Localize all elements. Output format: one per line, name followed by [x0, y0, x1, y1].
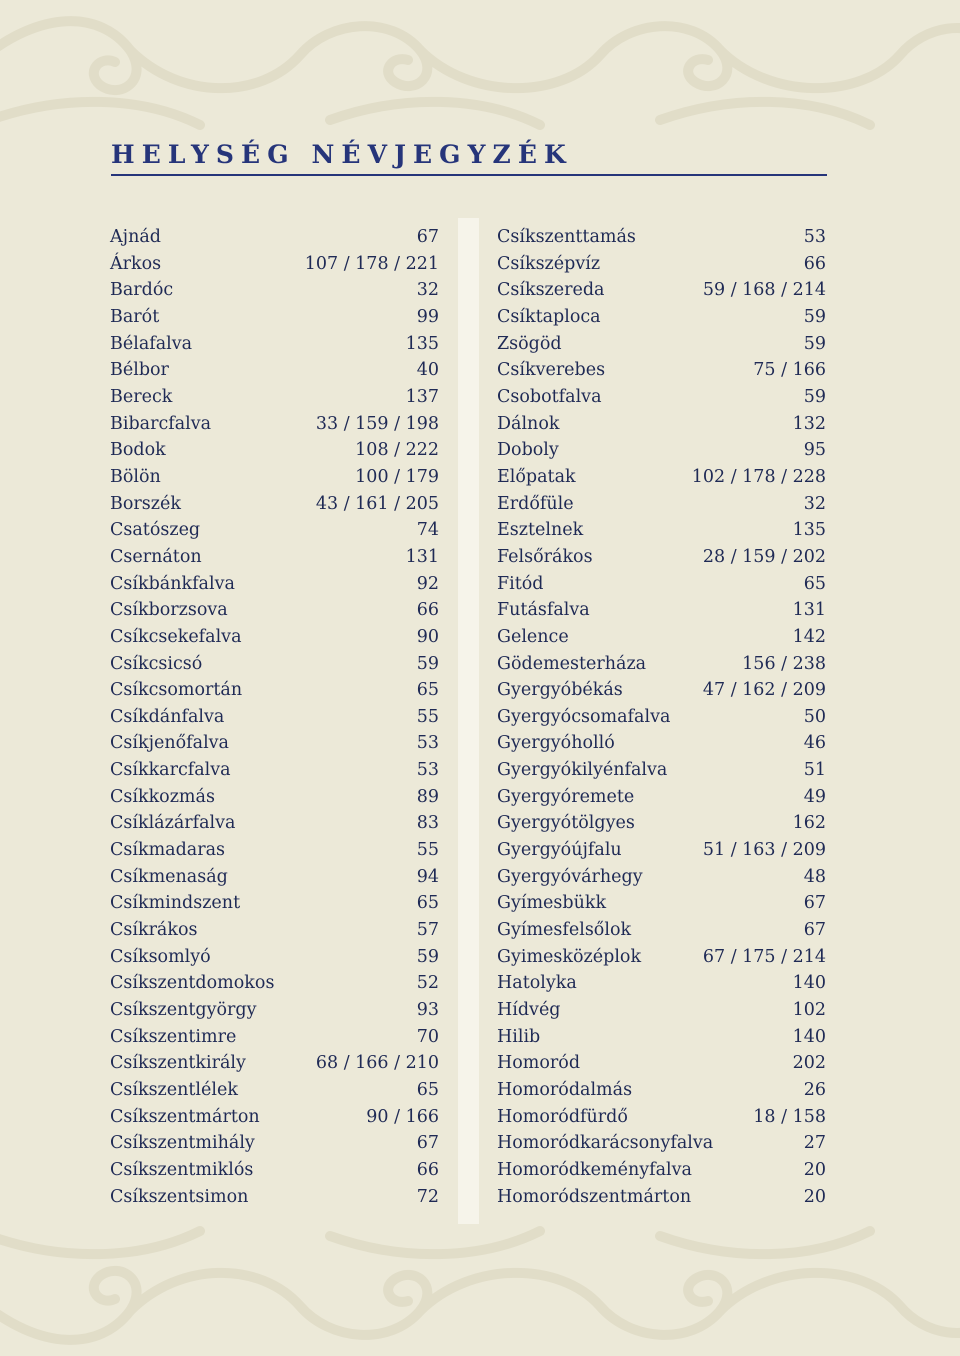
page-references: 83: [416, 813, 439, 834]
place-name: Doboly: [497, 440, 559, 461]
place-name: Bölön: [110, 466, 161, 487]
page-references: 59 / 168 / 214: [702, 280, 826, 301]
page-references: 132: [792, 413, 826, 434]
index-entry: [497, 517, 826, 544]
page-references: 67: [803, 920, 826, 941]
page-references: 92: [416, 573, 439, 594]
index-entry: [497, 464, 826, 491]
index-entry: [110, 357, 439, 384]
place-name: Csíkszépvíz: [497, 253, 601, 274]
place-name: Csíkverebes: [497, 360, 606, 381]
index-entry: [497, 571, 826, 598]
page-references: 59: [803, 306, 826, 327]
index-entry: [497, 251, 826, 278]
decorative-wave-border-bottom: [0, 1206, 960, 1356]
page-references: 67: [416, 1133, 439, 1154]
index-entry: [110, 597, 439, 624]
index-entry: [497, 331, 826, 358]
index-entry: [110, 1050, 439, 1077]
place-name: Homoródkeményfalva: [497, 1159, 692, 1180]
place-name: Bereck: [110, 386, 173, 407]
place-name: Gyergyótölgyes: [497, 813, 635, 834]
index-entry: [497, 704, 826, 731]
index-entry: [497, 224, 826, 251]
index-entry: [110, 944, 439, 971]
place-name: Esztelnek: [497, 520, 584, 541]
page-title: HELYSÉG NÉVJEGYZÉK: [111, 140, 573, 169]
place-name: Gyergyóbékás: [497, 680, 623, 701]
place-name: Hilib: [497, 1026, 541, 1047]
page-references: 59: [803, 333, 826, 354]
place-name: Gyergyóremete: [497, 786, 635, 807]
index-column-right: [497, 224, 826, 1210]
index-entry: [110, 251, 439, 278]
index-entry: [110, 224, 439, 251]
place-name: Bodok: [110, 440, 166, 461]
index-entry: [110, 517, 439, 544]
index-entry: [497, 944, 826, 971]
index-entry: [497, 864, 826, 891]
place-name: Csíkborzsova: [110, 600, 228, 621]
place-name: Csíksomlyó: [110, 946, 211, 967]
page-references: 135: [405, 333, 439, 354]
place-name: Csíkcsekefalva: [110, 626, 242, 647]
place-name: Hídvég: [497, 1000, 561, 1021]
place-name: Gyergyóvárhegy: [497, 866, 643, 887]
index-entry: [497, 304, 826, 331]
place-name: Futásfalva: [497, 600, 590, 621]
index-entry: [497, 544, 826, 571]
place-name: Gyergyókilyénfalva: [497, 760, 668, 781]
index-entry: [110, 864, 439, 891]
index-entry: [110, 331, 439, 358]
page-references: 140: [792, 1026, 826, 1047]
place-name: Bélbor: [110, 360, 169, 381]
index-column-left: [110, 224, 439, 1210]
index-entry: [497, 890, 826, 917]
index-entry: [110, 970, 439, 997]
place-name: Csíkszentmihály: [110, 1133, 255, 1154]
page-references: 20: [803, 1186, 826, 1207]
place-name: Csíkszentkirály: [110, 1053, 246, 1074]
index-entry: [110, 491, 439, 518]
page-references: 72: [416, 1186, 439, 1207]
index-entry: [110, 571, 439, 598]
place-name: Erdőfüle: [497, 493, 574, 514]
page-references: 53: [416, 733, 439, 754]
index-entry: [497, 784, 826, 811]
page-references: 55: [416, 840, 439, 861]
index-entry: [497, 411, 826, 438]
place-name: Gyimesközéplok: [497, 946, 642, 967]
page-references: 74: [416, 520, 439, 541]
page-references: 95: [803, 440, 826, 461]
place-name: Ajnád: [110, 227, 161, 247]
page-references: 53: [416, 760, 439, 781]
index-entry: [497, 837, 826, 864]
place-name: Csernáton: [110, 546, 202, 567]
page-references: 66: [416, 1159, 439, 1180]
index-entry: [497, 491, 826, 518]
index-entry: [497, 810, 826, 837]
page-references: 99: [416, 306, 439, 327]
place-name: Gyímesfelsőlok: [497, 920, 632, 941]
index-entry: [110, 837, 439, 864]
page-references: 43 / 161 / 205: [315, 493, 439, 514]
page-references: 162: [792, 813, 826, 834]
page-references: 94: [416, 866, 439, 887]
place-name: Csíkszentdomokos: [110, 973, 275, 994]
place-name: Gödemesterháza: [497, 653, 647, 674]
page-references: 140: [792, 973, 826, 994]
place-name: Fitód: [497, 573, 544, 594]
index-entry: [497, 677, 826, 704]
index-entry: [497, 730, 826, 757]
page-references: 137: [405, 386, 439, 407]
index-entry: [497, 1050, 826, 1077]
page-references: 131: [792, 600, 826, 621]
page-references: 135: [792, 520, 826, 541]
place-name: Hatolyka: [497, 973, 577, 994]
place-name: Gelence: [497, 626, 569, 647]
page-references: 50: [803, 706, 826, 727]
place-name: Csíkmindszent: [110, 893, 241, 914]
page-references: 51: [803, 760, 826, 781]
place-name: Csíkcsomortán: [110, 680, 243, 701]
place-name: Homoród: [497, 1053, 581, 1074]
page-references: 66: [803, 253, 826, 274]
place-name: Gyímesbükk: [497, 893, 607, 914]
place-name: Csatószeg: [110, 520, 201, 541]
index-entry: [497, 357, 826, 384]
page-references: 202: [792, 1053, 826, 1074]
index-entry: [497, 970, 826, 997]
page-references: 89: [416, 786, 439, 807]
page-references: 156 / 238: [742, 653, 826, 674]
page-references: 67 / 175 / 214: [702, 946, 826, 967]
index-entry: [110, 917, 439, 944]
page-references: 90: [416, 626, 439, 647]
place-name: Csíkszentimre: [110, 1026, 237, 1047]
place-name: Csíkcsicsó: [110, 653, 203, 674]
page-references: 65: [416, 1080, 439, 1100]
place-name: Csíkmenaság: [110, 866, 228, 887]
page-references: 70: [416, 1026, 439, 1047]
index-entry: [110, 1104, 439, 1131]
index-entry: [110, 757, 439, 784]
page-references: 57: [416, 920, 439, 941]
page-references: 26: [803, 1080, 826, 1100]
place-name: Gyergyóholló: [497, 733, 615, 754]
index-entry: [497, 757, 826, 784]
page-references: 102 / 178 / 228: [691, 466, 826, 487]
index-entry: [110, 784, 439, 811]
page-references: 102: [792, 1000, 826, 1021]
index-entry: [497, 597, 826, 624]
page-references: 93: [416, 1000, 439, 1021]
page-references: 49: [803, 786, 826, 807]
place-name: Felsőrákos: [497, 546, 593, 567]
place-name: Csíkbánkfalva: [110, 573, 235, 594]
place-name: Csobotfalva: [497, 386, 602, 407]
page-references: 59: [416, 653, 439, 674]
place-name: Csíkszenttamás: [497, 227, 636, 247]
index-entry: [110, 544, 439, 571]
place-name: Homoródkarácsonyfalva: [497, 1133, 714, 1154]
column-divider: [458, 218, 479, 1224]
index-entry: [110, 304, 439, 331]
place-name: Csíkszentsimon: [110, 1186, 249, 1207]
page-references: 32: [416, 280, 439, 301]
index-entry: [110, 624, 439, 651]
page-references: 67: [803, 893, 826, 914]
place-name: Csíkszentmiklós: [110, 1159, 254, 1180]
page-references: 67: [416, 227, 439, 247]
page-references: 55: [416, 706, 439, 727]
page-references: 51 / 163 / 209: [702, 840, 826, 861]
page-references: 75 / 166: [753, 360, 826, 381]
place-name: Csíkszentgyörgy: [110, 1000, 257, 1021]
page-references: 52: [416, 973, 439, 994]
place-name: Bélafalva: [110, 333, 193, 354]
page-references: 66: [416, 600, 439, 621]
page-references: 20: [803, 1159, 826, 1180]
page-references: 107 / 178 / 221: [304, 253, 439, 274]
page-references: 32: [803, 493, 826, 514]
page-references: 40: [416, 360, 439, 381]
place-name: Dálnok: [497, 413, 560, 434]
index-entry: [497, 1130, 826, 1157]
place-name: Csíkmadaras: [110, 840, 226, 861]
place-name: Homoródszentmárton: [497, 1186, 692, 1207]
index-entry: [110, 1024, 439, 1051]
place-name: Csíkkozmás: [110, 786, 215, 807]
index-entry: [497, 997, 826, 1024]
place-name: Homoródfürdő: [497, 1106, 628, 1127]
place-name: Csíktaploca: [497, 306, 601, 327]
page-references: 18 / 158: [753, 1106, 826, 1127]
place-name: Zsögöd: [497, 333, 562, 354]
place-name: Előpatak: [497, 466, 576, 487]
page-references: 65: [416, 680, 439, 701]
page-references: 59: [803, 386, 826, 407]
place-name: Homoródalmás: [497, 1080, 633, 1100]
index-entry: [497, 277, 826, 304]
place-name: Bardóc: [110, 280, 174, 301]
index-entry: [110, 1077, 439, 1104]
page-references: 108 / 222: [355, 440, 439, 461]
index-entry: [497, 384, 826, 411]
page-references: 33 / 159 / 198: [315, 413, 439, 434]
index-entry: [110, 384, 439, 411]
index-entry: [497, 624, 826, 651]
page-references: 142: [792, 626, 826, 647]
index-entry: [110, 890, 439, 917]
index-entry: [110, 437, 439, 464]
index-entry: [110, 677, 439, 704]
index-entry: [497, 917, 826, 944]
index-entry: [110, 651, 439, 678]
index-entry: [497, 437, 826, 464]
place-name: Csíkjenőfalva: [110, 733, 229, 754]
place-name: Csíkkarcfalva: [110, 760, 231, 781]
index-entry: [110, 730, 439, 757]
page-references: 46: [803, 733, 826, 754]
index-entry: [110, 1130, 439, 1157]
place-name: Csíkszentmárton: [110, 1106, 260, 1127]
place-name: Barót: [110, 306, 160, 327]
page-references: 59: [416, 946, 439, 967]
place-name: Gyergyócsomafalva: [497, 706, 671, 727]
page-references: 90 / 166: [366, 1106, 439, 1127]
index-entry: [110, 1157, 439, 1184]
index-entry: [497, 1157, 826, 1184]
place-name: Csíkrákos: [110, 920, 198, 941]
page-references: 68 / 166 / 210: [315, 1053, 439, 1074]
index-entry: [497, 651, 826, 678]
place-name: Csíklázárfalva: [110, 813, 236, 834]
place-name: Árkos: [110, 253, 162, 274]
page-references: 27: [803, 1133, 826, 1154]
place-name: Csíkdánfalva: [110, 706, 225, 727]
index-entry: [497, 1104, 826, 1131]
index-entry: [110, 464, 439, 491]
page-references: 28 / 159 / 202: [702, 546, 826, 567]
page-references: 53: [803, 227, 826, 247]
place-name: Borszék: [110, 493, 181, 514]
index-entry: [110, 411, 439, 438]
index-entry: [110, 704, 439, 731]
place-name: Csíkszereda: [497, 280, 605, 301]
place-name: Bibarcfalva: [110, 413, 212, 434]
page-references: 100 / 179: [355, 466, 439, 487]
place-name: Csíkszentlélek: [110, 1080, 238, 1100]
index-entry: [110, 997, 439, 1024]
decorative-wave-border-top: [0, 0, 960, 150]
page-references: 48: [803, 866, 826, 887]
page-references: 65: [416, 893, 439, 914]
index-entry: [110, 810, 439, 837]
title-underline: [111, 174, 827, 176]
index-entry: [497, 1077, 826, 1104]
page-references: 131: [405, 546, 439, 567]
page-references: 47 / 162 / 209: [702, 680, 826, 701]
place-name: Gyergyóújfalu: [497, 840, 622, 861]
index-entry: [110, 277, 439, 304]
index-entry: [497, 1024, 826, 1051]
page-references: 65: [803, 573, 826, 594]
